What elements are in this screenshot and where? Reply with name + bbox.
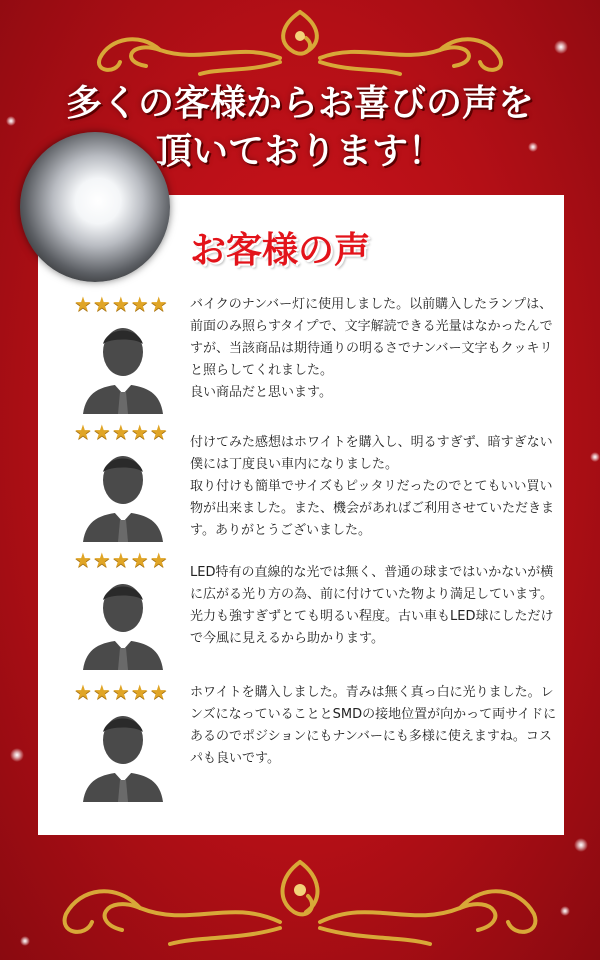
sparkle-decoration <box>10 748 24 762</box>
review-item <box>38 680 564 810</box>
sparkle-decoration <box>554 40 568 54</box>
top-ornament <box>50 2 550 82</box>
section-title: お客様の声 <box>190 230 371 271</box>
user-avatar-icon <box>78 442 168 542</box>
headline-line-1: 多くの客様からお喜びの声を <box>65 83 534 124</box>
star-rating: ★★★★★ <box>74 680 169 704</box>
user-avatar-icon <box>78 702 168 802</box>
review-text: 付けてみた感想はホワイトを購入し、明るすぎず、暗すぎない僕には丁度良い車内になりました。 取り付けも簡単でサイズもピッタリだったのでとてもいい買い物が出来ました。また、機会があればご利用させていただきます。ありがとうございました。 <box>190 435 555 538</box>
user-avatar-icon <box>78 314 168 414</box>
sparkle-decoration <box>574 838 588 852</box>
review-text: LED特有の直線的な光では無く、普通の球まではいかないが横に広がる光り方の為、前に付けていた物より満足しています。光力も強すぎずとても明るい程度。古い車もLED球にしただけで今風に見えるから助かります。 <box>190 565 554 646</box>
sparkle-decoration <box>590 452 600 462</box>
user-avatar-icon <box>78 570 168 670</box>
bottom-ornament <box>30 842 570 952</box>
review-item <box>38 292 564 422</box>
review-text: ホワイトを購入しました。青みは無く真っ白に光りました。レンズになっていることとSMDの接地位置が向かって両サイドにあるのでポジションにもナンバーにも多様に使えますね。コスパも良いです。 <box>190 685 557 766</box>
star-rating: ★★★★★ <box>74 548 169 572</box>
headline-line-2: 頂いております！ <box>155 131 444 172</box>
led-bulb-photo <box>20 132 170 282</box>
star-rating: ★★★★★ <box>74 420 169 444</box>
review-item <box>38 548 564 678</box>
star-rating: ★★★★★ <box>74 292 169 316</box>
review-text: バイクのナンバー灯に使用しました。以前購入したランプは、前面のみ照らすタイプで、文字解読できる光量はなかったんですが、当該商品は期待通りの明るさでナンバー文字もクッキリと照らしてくれました。 良い商品だと思います。 <box>190 297 553 400</box>
sparkle-decoration <box>20 936 30 946</box>
review-item <box>38 420 564 550</box>
